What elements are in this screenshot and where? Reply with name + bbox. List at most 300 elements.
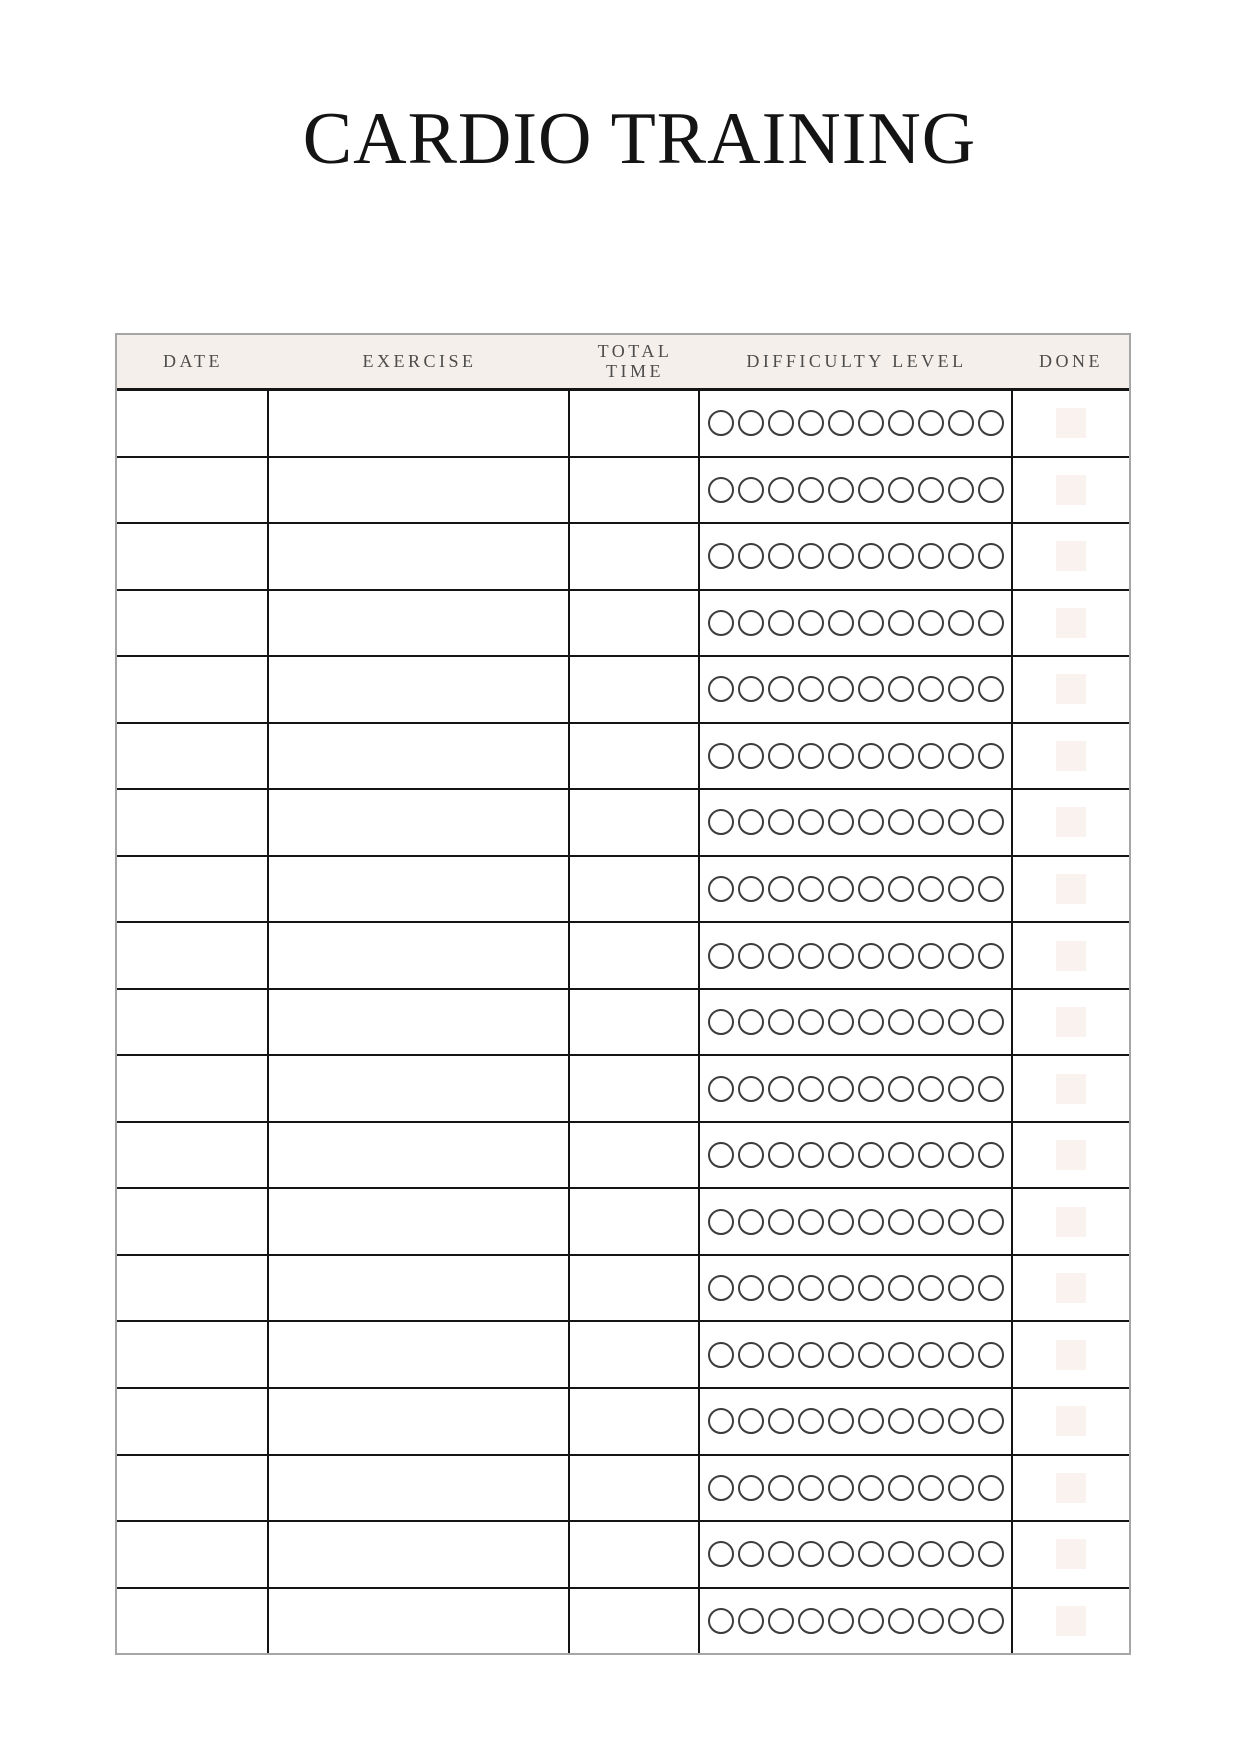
difficulty-circle[interactable]	[888, 1541, 914, 1567]
difficulty-circle[interactable]	[888, 1142, 914, 1168]
difficulty-circle[interactable]	[828, 610, 854, 636]
difficulty-circle[interactable]	[888, 1475, 914, 1501]
exercise-cell[interactable]	[269, 524, 570, 589]
difficulty-circle[interactable]	[798, 1275, 824, 1301]
difficulty-circle[interactable]	[858, 743, 884, 769]
difficulty-circle[interactable]	[798, 1342, 824, 1368]
difficulty-circle[interactable]	[888, 1608, 914, 1634]
difficulty-circle[interactable]	[888, 1209, 914, 1235]
total-time-cell[interactable]	[570, 524, 700, 589]
done-checkbox[interactable]	[1056, 674, 1086, 704]
exercise-cell[interactable]	[269, 657, 570, 722]
difficulty-circle[interactable]	[768, 1076, 794, 1102]
table-row	[117, 1123, 1129, 1190]
table-row	[117, 591, 1129, 658]
difficulty-circle[interactable]	[888, 610, 914, 636]
difficulty-circle[interactable]	[798, 1142, 824, 1168]
difficulty-circle[interactable]	[888, 1342, 914, 1368]
difficulty-circle[interactable]	[888, 1275, 914, 1301]
done-cell	[1013, 1589, 1129, 1654]
difficulty-circle[interactable]	[828, 1076, 854, 1102]
difficulty-circle[interactable]	[798, 543, 824, 569]
difficulty-circle[interactable]	[828, 477, 854, 503]
difficulty-circle[interactable]	[798, 676, 824, 702]
difficulty-circle[interactable]	[768, 1608, 794, 1634]
difficulty-circle[interactable]	[708, 809, 734, 835]
difficulty-circle[interactable]	[768, 743, 794, 769]
difficulty-circle[interactable]	[708, 676, 734, 702]
difficulty-circle[interactable]	[858, 876, 884, 902]
difficulty-circle[interactable]	[948, 1408, 974, 1434]
difficulty-circle[interactable]	[738, 1342, 764, 1368]
exercise-cell[interactable]	[269, 1256, 570, 1321]
done-checkbox[interactable]	[1056, 941, 1086, 971]
difficulty-circle[interactable]	[708, 610, 734, 636]
difficulty-circle[interactable]	[948, 1541, 974, 1567]
difficulty-circle[interactable]	[768, 1541, 794, 1567]
date-cell[interactable]	[117, 591, 269, 656]
date-cell[interactable]	[117, 657, 269, 722]
difficulty-circle[interactable]	[768, 809, 794, 835]
exercise-cell[interactable]	[269, 1322, 570, 1387]
total-time-cell[interactable]	[570, 1189, 700, 1254]
exercise-cell[interactable]	[269, 1389, 570, 1454]
difficulty-circle[interactable]	[948, 1342, 974, 1368]
done-cell	[1013, 1056, 1129, 1121]
done-checkbox[interactable]	[1056, 475, 1086, 505]
difficulty-circle[interactable]	[978, 809, 1004, 835]
difficulty-circle[interactable]	[708, 1142, 734, 1168]
done-checkbox[interactable]	[1056, 874, 1086, 904]
difficulty-circle[interactable]	[918, 1209, 944, 1235]
difficulty-circle[interactable]	[918, 410, 944, 436]
difficulty-circle[interactable]	[858, 943, 884, 969]
difficulty-circle[interactable]	[978, 610, 1004, 636]
difficulty-circle[interactable]	[828, 543, 854, 569]
difficulty-rating	[700, 1522, 1013, 1587]
difficulty-circle[interactable]	[828, 1408, 854, 1434]
difficulty-rating	[700, 724, 1013, 789]
date-cell[interactable]	[117, 391, 269, 456]
done-checkbox[interactable]	[1056, 1007, 1086, 1037]
table-row	[117, 1189, 1129, 1256]
difficulty-circle[interactable]	[978, 1541, 1004, 1567]
exercise-cell[interactable]	[269, 724, 570, 789]
difficulty-circle[interactable]	[918, 1009, 944, 1035]
difficulty-circle[interactable]	[918, 1076, 944, 1102]
done-cell	[1013, 1389, 1129, 1454]
table-row	[117, 1056, 1129, 1123]
exercise-cell[interactable]	[269, 1456, 570, 1521]
date-cell[interactable]	[117, 857, 269, 922]
cardio-training-table	[115, 333, 1131, 1655]
difficulty-circle[interactable]	[918, 1608, 944, 1634]
difficulty-circle[interactable]	[828, 1142, 854, 1168]
difficulty-circle[interactable]	[918, 1342, 944, 1368]
done-checkbox[interactable]	[1056, 1539, 1086, 1569]
difficulty-circle[interactable]	[768, 1209, 794, 1235]
difficulty-circle[interactable]	[738, 943, 764, 969]
difficulty-circle[interactable]	[888, 1408, 914, 1434]
done-cell	[1013, 790, 1129, 855]
difficulty-circle[interactable]	[948, 943, 974, 969]
table-row	[117, 1322, 1129, 1389]
difficulty-circle[interactable]	[798, 1076, 824, 1102]
difficulty-circle[interactable]	[708, 943, 734, 969]
total-time-cell[interactable]	[570, 1456, 700, 1521]
exercise-cell[interactable]	[269, 391, 570, 456]
difficulty-circle[interactable]	[978, 1608, 1004, 1634]
exercise-cell[interactable]	[269, 990, 570, 1055]
difficulty-circle[interactable]	[708, 1475, 734, 1501]
difficulty-circle[interactable]	[978, 1475, 1004, 1501]
difficulty-circle[interactable]	[888, 743, 914, 769]
exercise-cell[interactable]	[269, 857, 570, 922]
done-checkbox[interactable]	[1056, 608, 1086, 638]
difficulty-circle[interactable]	[948, 1076, 974, 1102]
column-header-exercise: EXERCISE	[362, 350, 477, 371]
difficulty-circle[interactable]	[918, 876, 944, 902]
difficulty-circle[interactable]	[918, 809, 944, 835]
exercise-cell[interactable]	[269, 1189, 570, 1254]
total-time-cell[interactable]	[570, 657, 700, 722]
difficulty-circle[interactable]	[708, 1076, 734, 1102]
difficulty-circle[interactable]	[858, 1541, 884, 1567]
total-time-cell[interactable]	[570, 1056, 700, 1121]
difficulty-circle[interactable]	[828, 943, 854, 969]
done-checkbox[interactable]	[1056, 741, 1086, 771]
difficulty-circle[interactable]	[798, 743, 824, 769]
difficulty-circle[interactable]	[768, 1342, 794, 1368]
table-row	[117, 790, 1129, 857]
difficulty-circle[interactable]	[948, 876, 974, 902]
date-cell[interactable]	[117, 1123, 269, 1188]
difficulty-circle[interactable]	[888, 543, 914, 569]
difficulty-circle[interactable]	[918, 743, 944, 769]
difficulty-circle[interactable]	[828, 1342, 854, 1368]
difficulty-circle[interactable]	[768, 543, 794, 569]
difficulty-circle[interactable]	[738, 876, 764, 902]
difficulty-rating	[700, 923, 1013, 988]
difficulty-circle[interactable]	[738, 610, 764, 636]
difficulty-circle[interactable]	[708, 410, 734, 436]
difficulty-circle[interactable]	[858, 809, 884, 835]
difficulty-circle[interactable]	[768, 1408, 794, 1434]
difficulty-circle[interactable]	[978, 676, 1004, 702]
difficulty-circle[interactable]	[978, 1009, 1004, 1035]
date-cell[interactable]	[117, 1456, 269, 1521]
exercise-cell[interactable]	[269, 790, 570, 855]
done-checkbox[interactable]	[1056, 1074, 1086, 1104]
date-cell[interactable]	[117, 524, 269, 589]
difficulty-circle[interactable]	[768, 1275, 794, 1301]
difficulty-circle[interactable]	[888, 809, 914, 835]
difficulty-circle[interactable]	[948, 543, 974, 569]
difficulty-circle[interactable]	[888, 1076, 914, 1102]
difficulty-circle[interactable]	[768, 610, 794, 636]
difficulty-circle[interactable]	[918, 676, 944, 702]
difficulty-circle[interactable]	[888, 876, 914, 902]
difficulty-circle[interactable]	[738, 676, 764, 702]
total-time-cell[interactable]	[570, 1322, 700, 1387]
difficulty-circle[interactable]	[858, 1475, 884, 1501]
difficulty-circle[interactable]	[798, 610, 824, 636]
difficulty-circle[interactable]	[828, 1608, 854, 1634]
difficulty-circle[interactable]	[918, 943, 944, 969]
difficulty-rating	[700, 1322, 1013, 1387]
total-time-cell[interactable]	[570, 1589, 700, 1654]
difficulty-circle[interactable]	[918, 1275, 944, 1301]
difficulty-circle[interactable]	[828, 1009, 854, 1035]
date-cell[interactable]	[117, 1056, 269, 1121]
difficulty-circle[interactable]	[738, 1009, 764, 1035]
date-cell[interactable]	[117, 458, 269, 523]
difficulty-circle[interactable]	[858, 410, 884, 436]
difficulty-circle[interactable]	[948, 809, 974, 835]
difficulty-circle[interactable]	[888, 943, 914, 969]
date-cell[interactable]	[117, 1522, 269, 1587]
total-time-cell[interactable]	[570, 458, 700, 523]
total-time-cell[interactable]	[570, 1522, 700, 1587]
difficulty-circle[interactable]	[858, 1142, 884, 1168]
done-checkbox[interactable]	[1056, 408, 1086, 438]
difficulty-circle[interactable]	[978, 1209, 1004, 1235]
total-time-cell[interactable]	[570, 1123, 700, 1188]
date-cell[interactable]	[117, 790, 269, 855]
difficulty-circle[interactable]	[948, 1009, 974, 1035]
difficulty-circle[interactable]	[948, 1608, 974, 1634]
total-time-cell[interactable]	[570, 857, 700, 922]
difficulty-circle[interactable]	[798, 1541, 824, 1567]
difficulty-rating	[700, 1056, 1013, 1121]
difficulty-circle[interactable]	[708, 1009, 734, 1035]
total-time-cell[interactable]	[570, 923, 700, 988]
difficulty-circle[interactable]	[798, 1009, 824, 1035]
difficulty-rating	[700, 391, 1013, 456]
difficulty-circle[interactable]	[738, 1408, 764, 1434]
difficulty-circle[interactable]	[858, 1076, 884, 1102]
difficulty-rating	[700, 1456, 1013, 1521]
exercise-cell[interactable]	[269, 1522, 570, 1587]
table-row	[117, 857, 1129, 924]
total-time-cell[interactable]	[570, 1389, 700, 1454]
difficulty-circle[interactable]	[858, 543, 884, 569]
difficulty-circle[interactable]	[798, 1475, 824, 1501]
done-cell	[1013, 591, 1129, 656]
difficulty-circle[interactable]	[888, 477, 914, 503]
difficulty-circle[interactable]	[978, 876, 1004, 902]
difficulty-circle[interactable]	[978, 943, 1004, 969]
difficulty-circle[interactable]	[768, 1142, 794, 1168]
difficulty-circle[interactable]	[828, 1541, 854, 1567]
difficulty-circle[interactable]	[708, 1408, 734, 1434]
difficulty-circle[interactable]	[858, 477, 884, 503]
difficulty-circle[interactable]	[828, 1209, 854, 1235]
difficulty-circle[interactable]	[798, 410, 824, 436]
difficulty-circle[interactable]	[828, 410, 854, 436]
exercise-cell[interactable]	[269, 923, 570, 988]
difficulty-circle[interactable]	[858, 1608, 884, 1634]
difficulty-circle[interactable]	[858, 1209, 884, 1235]
done-checkbox[interactable]	[1056, 807, 1086, 837]
difficulty-circle[interactable]	[948, 1275, 974, 1301]
exercise-cell[interactable]	[269, 1123, 570, 1188]
done-checkbox[interactable]	[1056, 1473, 1086, 1503]
difficulty-circle[interactable]	[828, 676, 854, 702]
difficulty-circle[interactable]	[918, 1541, 944, 1567]
difficulty-circle[interactable]	[948, 1142, 974, 1168]
difficulty-circle[interactable]	[978, 743, 1004, 769]
difficulty-circle[interactable]	[708, 477, 734, 503]
difficulty-circle[interactable]	[798, 876, 824, 902]
difficulty-circle[interactable]	[978, 1275, 1004, 1301]
difficulty-circle[interactable]	[828, 876, 854, 902]
difficulty-circle[interactable]	[738, 410, 764, 436]
difficulty-circle[interactable]	[888, 410, 914, 436]
difficulty-circle[interactable]	[738, 477, 764, 503]
done-cell	[1013, 1189, 1129, 1254]
difficulty-circle[interactable]	[768, 477, 794, 503]
date-cell[interactable]	[117, 1322, 269, 1387]
difficulty-circle[interactable]	[858, 1009, 884, 1035]
table-row	[117, 657, 1129, 724]
done-checkbox[interactable]	[1056, 1340, 1086, 1370]
difficulty-circle[interactable]	[978, 1408, 1004, 1434]
difficulty-circle[interactable]	[948, 1475, 974, 1501]
difficulty-circle[interactable]	[768, 676, 794, 702]
difficulty-circle[interactable]	[918, 1408, 944, 1434]
difficulty-circle[interactable]	[738, 1209, 764, 1235]
difficulty-circle[interactable]	[948, 477, 974, 503]
difficulty-circle[interactable]	[738, 743, 764, 769]
difficulty-circle[interactable]	[738, 1275, 764, 1301]
column-header-total-time: TOTAL TIME	[597, 340, 673, 381]
difficulty-circle[interactable]	[978, 1342, 1004, 1368]
difficulty-circle[interactable]	[918, 1142, 944, 1168]
date-cell[interactable]	[117, 1589, 269, 1654]
difficulty-circle[interactable]	[708, 1275, 734, 1301]
difficulty-circle[interactable]	[738, 809, 764, 835]
difficulty-circle[interactable]	[798, 1209, 824, 1235]
done-checkbox[interactable]	[1056, 1606, 1086, 1636]
table-row	[117, 458, 1129, 525]
difficulty-circle[interactable]	[918, 477, 944, 503]
difficulty-circle[interactable]	[918, 1475, 944, 1501]
done-cell	[1013, 1322, 1129, 1387]
date-cell[interactable]	[117, 1256, 269, 1321]
difficulty-circle[interactable]	[798, 1608, 824, 1634]
difficulty-circle[interactable]	[978, 410, 1004, 436]
difficulty-rating	[700, 1589, 1013, 1654]
total-time-cell[interactable]	[570, 724, 700, 789]
difficulty-circle[interactable]	[708, 1608, 734, 1634]
difficulty-circle[interactable]	[738, 1608, 764, 1634]
difficulty-circle[interactable]	[768, 410, 794, 436]
exercise-cell[interactable]	[269, 458, 570, 523]
difficulty-circle[interactable]	[858, 1275, 884, 1301]
difficulty-circle[interactable]	[828, 809, 854, 835]
difficulty-circle[interactable]	[918, 543, 944, 569]
difficulty-circle[interactable]	[978, 543, 1004, 569]
total-time-cell[interactable]	[570, 591, 700, 656]
difficulty-circle[interactable]	[738, 543, 764, 569]
difficulty-circle[interactable]	[798, 809, 824, 835]
difficulty-circle[interactable]	[858, 676, 884, 702]
difficulty-circle[interactable]	[858, 1408, 884, 1434]
done-checkbox[interactable]	[1056, 1140, 1086, 1170]
total-time-cell[interactable]	[570, 790, 700, 855]
difficulty-circle[interactable]	[888, 1009, 914, 1035]
total-time-cell[interactable]	[570, 391, 700, 456]
difficulty-circle[interactable]	[708, 1342, 734, 1368]
done-checkbox[interactable]	[1056, 541, 1086, 571]
table-row	[117, 1589, 1129, 1654]
total-time-cell[interactable]	[570, 990, 700, 1055]
difficulty-circle[interactable]	[888, 676, 914, 702]
difficulty-circle[interactable]	[708, 543, 734, 569]
difficulty-circle[interactable]	[798, 477, 824, 503]
difficulty-circle[interactable]	[948, 743, 974, 769]
difficulty-circle[interactable]	[828, 743, 854, 769]
date-cell[interactable]	[117, 923, 269, 988]
total-time-cell[interactable]	[570, 1256, 700, 1321]
difficulty-circle[interactable]	[738, 1076, 764, 1102]
difficulty-circle[interactable]	[978, 1076, 1004, 1102]
difficulty-circle[interactable]	[768, 1009, 794, 1035]
exercise-cell[interactable]	[269, 1056, 570, 1121]
difficulty-circle[interactable]	[948, 676, 974, 702]
done-checkbox[interactable]	[1056, 1406, 1086, 1436]
done-cell	[1013, 524, 1129, 589]
difficulty-circle[interactable]	[948, 1209, 974, 1235]
difficulty-circle[interactable]	[918, 610, 944, 636]
difficulty-circle[interactable]	[708, 876, 734, 902]
table-row	[117, 1389, 1129, 1456]
exercise-cell[interactable]	[269, 591, 570, 656]
difficulty-circle[interactable]	[978, 477, 1004, 503]
difficulty-circle[interactable]	[738, 1541, 764, 1567]
difficulty-circle[interactable]	[858, 610, 884, 636]
date-cell[interactable]	[117, 990, 269, 1055]
difficulty-circle[interactable]	[738, 1475, 764, 1501]
difficulty-rating	[700, 790, 1013, 855]
difficulty-circle[interactable]	[708, 1209, 734, 1235]
date-cell[interactable]	[117, 1389, 269, 1454]
date-cell[interactable]	[117, 1189, 269, 1254]
column-header-date: DATE	[163, 350, 223, 371]
difficulty-circle[interactable]	[948, 410, 974, 436]
difficulty-circle[interactable]	[978, 1142, 1004, 1168]
difficulty-circle[interactable]	[798, 943, 824, 969]
done-checkbox[interactable]	[1056, 1273, 1086, 1303]
difficulty-circle[interactable]	[708, 743, 734, 769]
done-cell	[1013, 657, 1129, 722]
difficulty-circle[interactable]	[708, 1541, 734, 1567]
difficulty-circle[interactable]	[828, 1275, 854, 1301]
exercise-cell[interactable]	[269, 1589, 570, 1654]
difficulty-rating	[700, 458, 1013, 523]
difficulty-circle[interactable]	[768, 1475, 794, 1501]
difficulty-circle[interactable]	[798, 1408, 824, 1434]
difficulty-circle[interactable]	[828, 1475, 854, 1501]
done-checkbox[interactable]	[1056, 1207, 1086, 1237]
difficulty-circle[interactable]	[858, 1342, 884, 1368]
date-cell[interactable]	[117, 724, 269, 789]
difficulty-circle[interactable]	[768, 876, 794, 902]
difficulty-circle[interactable]	[738, 1142, 764, 1168]
difficulty-circle[interactable]	[768, 943, 794, 969]
difficulty-circle[interactable]	[948, 610, 974, 636]
